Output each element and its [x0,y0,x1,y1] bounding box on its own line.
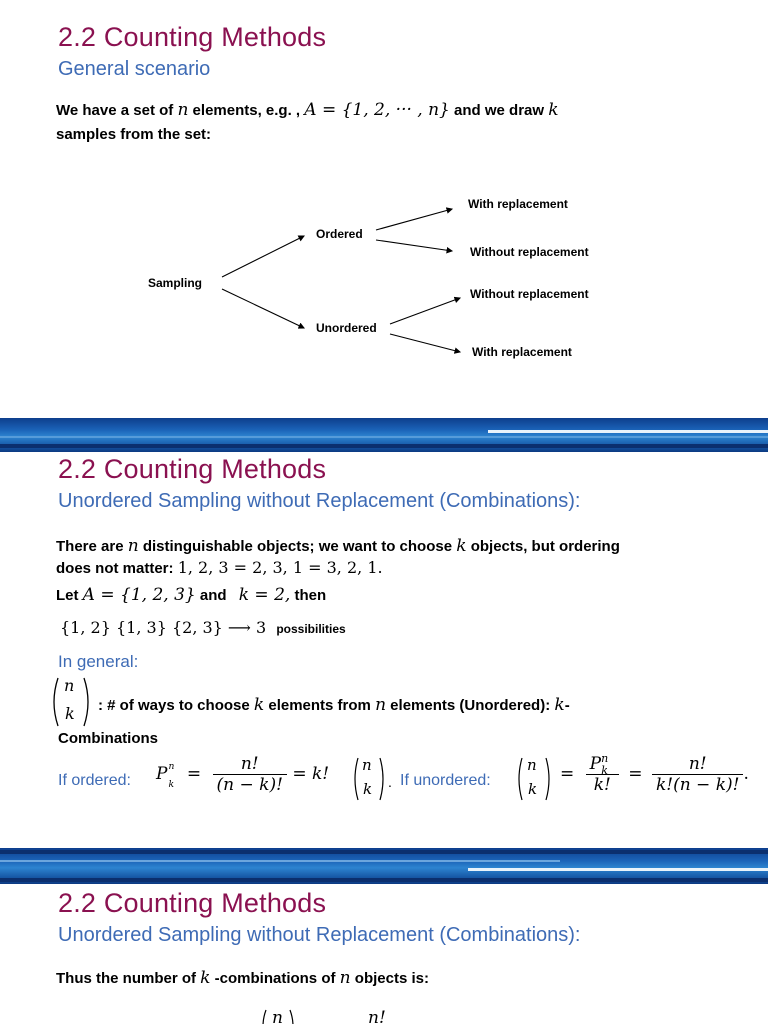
in-general-heading: In general: [58,652,139,671]
sampling-tree-diagram [0,0,768,418]
edge-unordered-without [390,298,460,324]
partial-binomial: n [258,1006,298,1024]
node-ordered: Ordered [316,227,363,241]
ordered-formula: P n k = $\frac{n!}{(n - k)!}$ = k! [156,754,330,795]
partial-fraction-numerator: n! [368,1008,386,1024]
edge-unordered-with [390,334,460,352]
possibilities-line: {1, 2} {1, 3} {2, 3} ⟶ 3 possibilities [60,618,346,637]
node-unordered-with-replacement: With replacement [472,345,572,359]
slide-subtitle: Unordered Sampling without Replacement (Combinations): [58,490,581,512]
intro-line-1: We have a set of n elements, e.g. , A = {1, 2, ··· , n} and we draw k [56,100,559,120]
slide-subtitle: Unordered Sampling without Replacement (Combinations): [58,924,581,946]
slide-combinations: 2.2 Counting Methods Unordered Sampling without Replacement (Combinations): There are n distinguishable objects; we want to choose k objects, but ordering does not matter: 1, 2, 3 = 2, 3, 1 = 3, 2, 1. Let A = {1, 2, 3} and k = 2, then {1, 2} {1, 3} {2, 3} ⟶ 3 possibilities In general: n k : # of ways to choose k elements from n elements (Unordered): k- Combinations If ordered: P n k = $\frac{n!}{(n - k)!}$ = k! n k . If unordered: n k = $\frac{P^n_k}{k!}$ = $\frac{n!}{k!(n - k)!}$ . [0,452,768,848]
ordered-binomial: n k [352,754,386,804]
intro-line-2: samples from the set: [56,126,212,143]
slide-title: 2.2 Counting Methods [58,22,327,52]
slide-combinations-count [0,884,768,1024]
node-sampling: Sampling [148,276,203,290]
edge-sampling-ordered [222,236,304,277]
edge-sampling-unordered [222,289,304,328]
if-unordered-label: If unordered: [400,772,491,789]
unordered-formula: = $\frac{P^n_k}{k!}$ = $\frac{n!}{k!(n - k)!}$ . [560,752,749,795]
node-ordered-without-replacement: Without replacement [470,245,589,259]
edge-ordered-without [376,240,452,251]
slide-title: 2.2 Counting Methods [58,454,327,484]
slide-subtitle: General scenario [58,58,211,80]
node-ordered-with-replacement: With replacement [468,197,568,211]
node-unordered-without-replacement: Without replacement [470,287,589,301]
slide-divider-band [0,418,768,452]
edge-ordered-with [376,209,452,230]
unordered-binomial: n k [516,754,552,804]
slide-title: 2.2 Counting Methods [58,888,327,918]
node-unordered: Unordered [316,321,377,335]
slide-divider-band [0,848,768,884]
if-ordered-label: If ordered: [58,772,131,789]
combinations-label: Combinations [58,730,158,747]
body-line-1: There are n distinguishable objects; we want to choose k objects, but ordering [56,536,620,556]
slide-general-scenario [0,0,768,418]
body-line-2: does not matter: 1, 2, 3 = 2, 3, 1 = 3, 2, 1. [56,558,383,577]
binomial-symbol: n k [50,674,92,730]
body-line-1: Thus the number of k -combinations of n objects is: [56,968,429,988]
binomial-definition: : # of ways to choose k elements from n elements (Unordered): k- [98,695,570,715]
body-line-3: Let A = {1, 2, 3} and k = 2, then [56,585,327,605]
